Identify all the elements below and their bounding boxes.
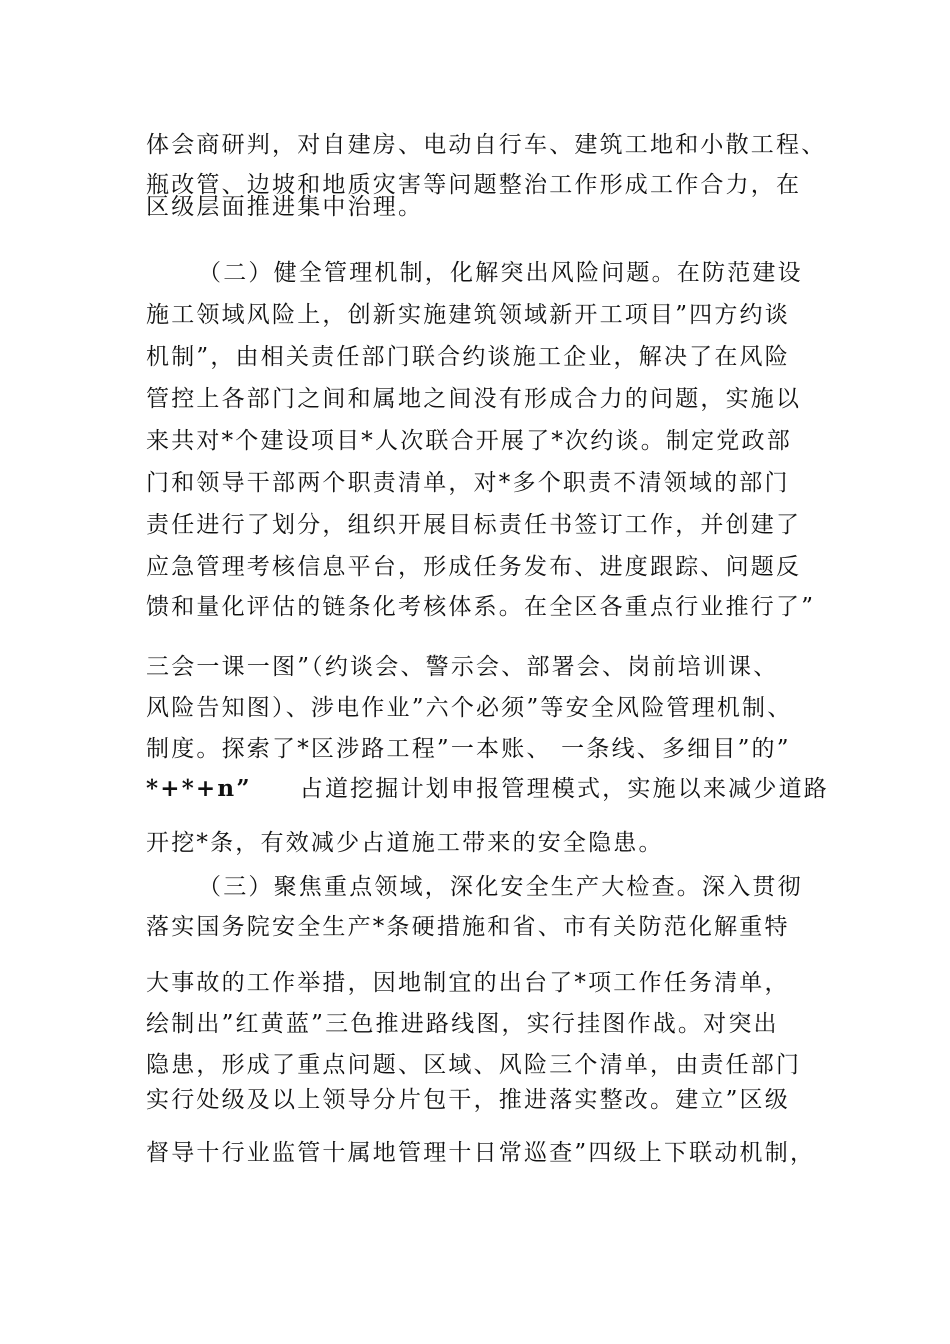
bold-formula: *+*+n” bbox=[146, 775, 252, 802]
text-line: 施工领域风险上，创新实施建筑领域新开工项目”四方约谈 bbox=[146, 302, 790, 328]
text-line: 督导十行业监管十属地管理十日常巡查”四级上下联动机制， bbox=[146, 1140, 816, 1166]
text-span: 占道挖掘计划申报管理模式，实施以来减少道路 bbox=[299, 776, 829, 802]
text-line: 馈和量化评估的链条化考核体系。在全区各重点行业推行了” bbox=[146, 594, 816, 620]
text-line: 实行处级及以上领导分片包干，推进落实整改。建立”区级 bbox=[146, 1087, 790, 1113]
text-line-with-prefix bbox=[146, 774, 829, 804]
text-line: 落实国务院安全生产*条硬措施和省、市有关防范化解重特 bbox=[146, 914, 790, 940]
text-line: 应急管理考核信息平台，形成任务发布、进度跟踪、问题反 bbox=[146, 554, 802, 580]
text-line: 责任进行了划分，组织开展目标责任书签订工作，并创建了 bbox=[146, 512, 802, 538]
text-line: 风险告知图）、涉电作业”六个必须”等安全风险管理机制、 bbox=[146, 695, 793, 721]
text-line: （二）健全管理机制，化解突出风险问题。在防范建设 bbox=[198, 260, 803, 286]
text-line: 区级层面推进集中治理。 bbox=[146, 194, 424, 220]
text-line: 开挖*条，有效减少占道施工带来的安全隐患。 bbox=[146, 830, 664, 856]
text-line: 制度。探索了*区涉路工程”一本账、 一条线、多细目”的” bbox=[146, 736, 791, 762]
text-line: （三）聚焦重点领域，深化安全生产大检查。深入贯彻 bbox=[198, 874, 803, 900]
text-line: 机制”，由相关责任部门联合约谈施工企业，解决了在风险 bbox=[146, 344, 790, 370]
text-line: 瓶改管、边坡和地质灾害等问题整治工作形成工作合力，在 bbox=[146, 172, 802, 198]
text-line: 门和领导干部两个职责清单，对*多个职责不清领域的部门 bbox=[146, 470, 790, 496]
text-line: 绘制出”红黄蓝”三色推进路线图，实行挂图作战。对突出 bbox=[146, 1011, 779, 1037]
text-line: 大事故的工作举措，因地制宜的出台了*项工作任务清单， bbox=[146, 970, 790, 996]
text-line: 来共对*个建设项目*人次联合开展了*次约谈。制定党政部 bbox=[146, 428, 792, 454]
text-line: 管控上各部门之间和属地之间没有形成合力的问题，实施以 bbox=[146, 386, 802, 412]
text-line: 隐患，形成了重点问题、区域、风险三个清单，由责任部门 bbox=[146, 1052, 802, 1078]
text-line: 三会一课一图”（约谈会、警示会、部署会、岗前培训课、 bbox=[146, 654, 779, 680]
text-line: 体会商研判，对自建房、电动自行车、建筑工地和小散工程、 bbox=[146, 132, 827, 158]
